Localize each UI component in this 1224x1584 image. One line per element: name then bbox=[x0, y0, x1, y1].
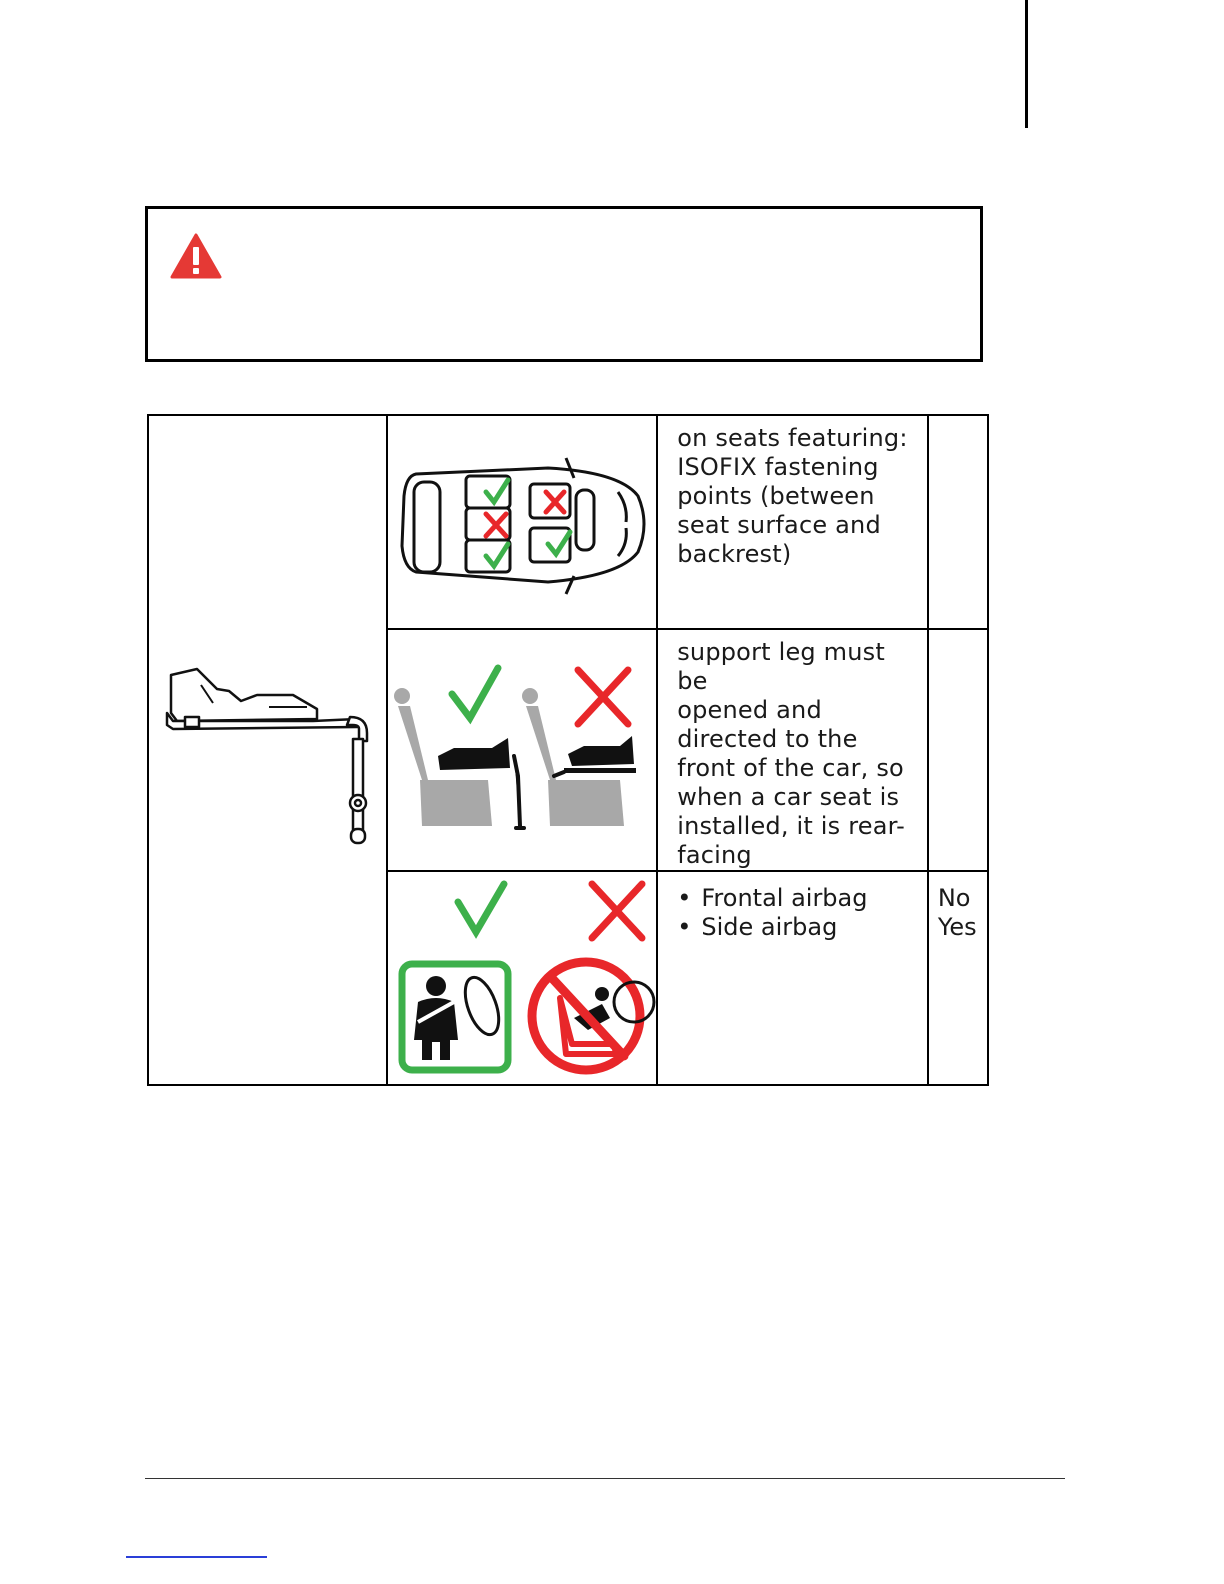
pictogram-cell bbox=[387, 871, 658, 1085]
answer-cell bbox=[928, 871, 988, 1085]
answer-frontal-airbag: No bbox=[937, 884, 971, 912]
list-item: • Frontal airbag bbox=[677, 884, 927, 913]
table-row bbox=[148, 415, 988, 629]
condition-cell bbox=[657, 871, 928, 1085]
condition-cell bbox=[657, 415, 928, 629]
warning-triangle-icon bbox=[170, 233, 222, 279]
answer-cell bbox=[928, 415, 988, 629]
condition-text: on seats featuring: ISOFIX fastening points (between seat surface and backrest) bbox=[677, 424, 908, 568]
condition-cell bbox=[657, 629, 928, 871]
airbag-list bbox=[658, 872, 927, 942]
isofix-base-with-support-leg-icon bbox=[157, 655, 377, 845]
car-top-view-seat-positions-icon bbox=[388, 416, 656, 626]
answer-side-airbag: Yes bbox=[937, 913, 977, 941]
airbag-compatibility-icon bbox=[388, 872, 656, 1082]
compatibility-table bbox=[147, 414, 989, 1086]
top-vertical-rule bbox=[1025, 0, 1028, 128]
pictogram-cell bbox=[387, 415, 658, 629]
support-leg-direction-icon bbox=[388, 630, 656, 840]
condition-text: support leg must be opened and directed to the front of the car, so when a car seat is installed, it is rear- facing bbox=[677, 638, 906, 869]
base-image-cell bbox=[148, 415, 387, 1085]
footer-link-underline[interactable] bbox=[126, 1556, 267, 1558]
footer-rule bbox=[145, 1478, 1065, 1479]
warning-box bbox=[145, 206, 983, 362]
list-item: • Side airbag bbox=[677, 913, 927, 942]
answer-cell bbox=[928, 629, 988, 871]
pictogram-cell bbox=[387, 629, 658, 871]
